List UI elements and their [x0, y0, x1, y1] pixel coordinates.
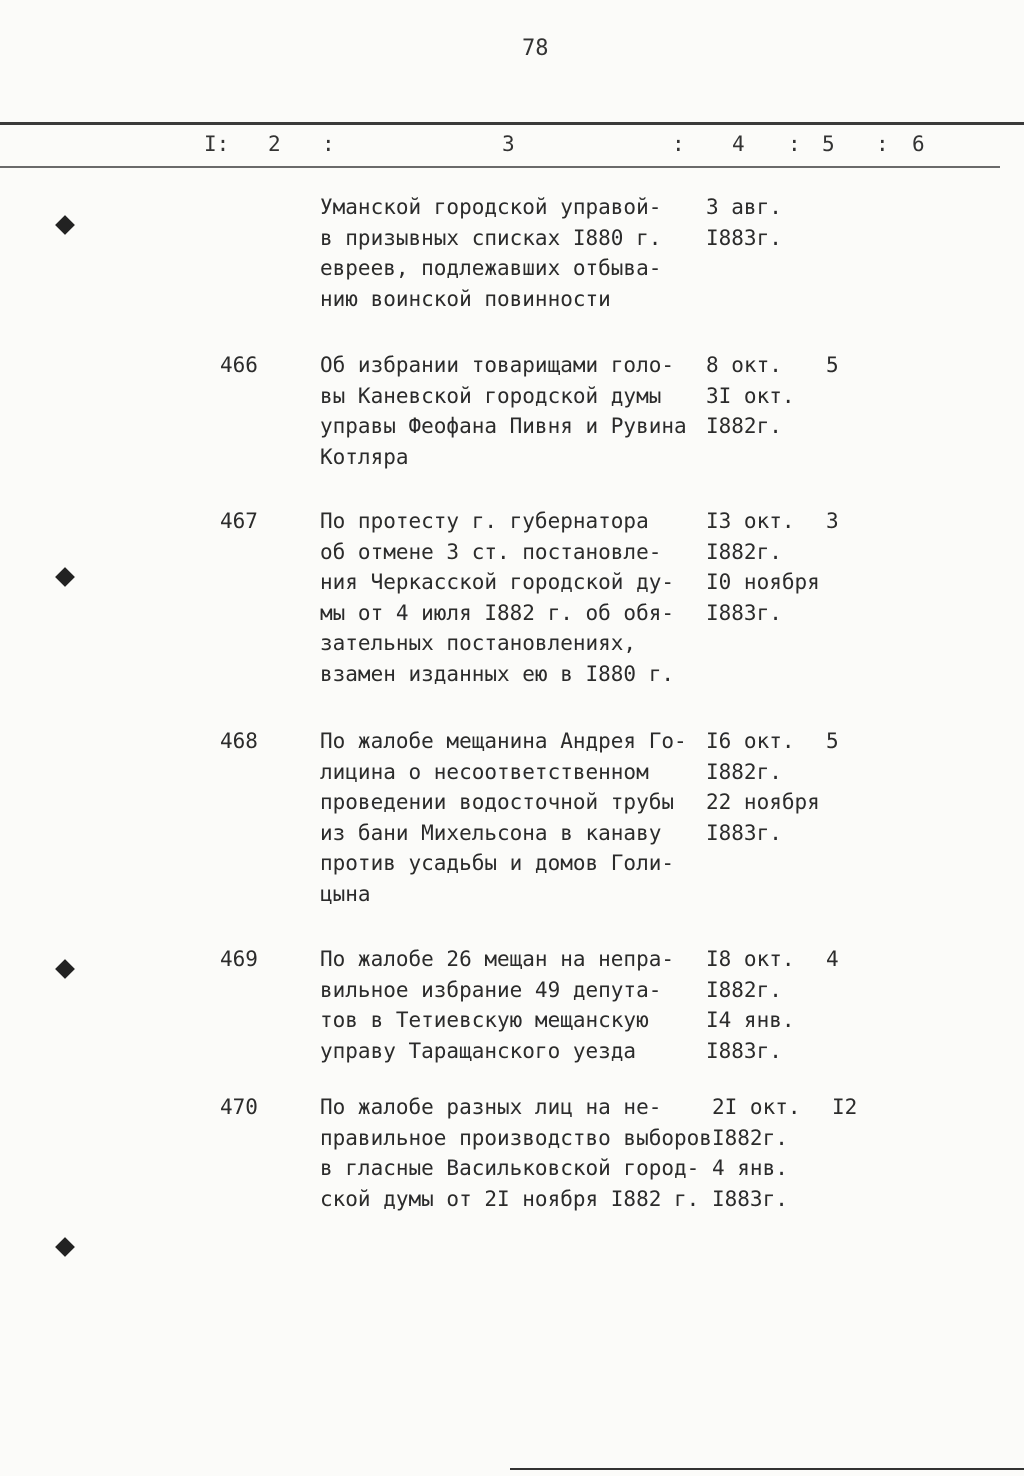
header-sep-3: : [788, 132, 801, 156]
record-line: евреев, подлежавших отбыва- [320, 256, 662, 280]
record-date: I882г. [706, 759, 782, 784]
header-col-1: I: [204, 132, 230, 156]
header-sep-1: : [322, 132, 335, 156]
record-date: I8 окт. [706, 947, 795, 971]
record-description [320, 944, 710, 1066]
record-date: 22 ноября [706, 790, 820, 814]
record-date: I3 окт. [706, 509, 795, 533]
column-header-row [0, 132, 1024, 162]
header-top-rule [0, 122, 1024, 125]
record-date: I4 янв. [706, 1008, 795, 1032]
record-date: I882г. [706, 539, 782, 564]
record-description [320, 350, 710, 472]
record-line: взамен изданных ею в I880 г. [320, 661, 675, 686]
record-dates [706, 192, 836, 253]
record-line: об отмене 3 ст. постановле- [320, 539, 662, 564]
record-line: По жалобе 26 мещан на непра- [320, 947, 675, 971]
record-description [320, 1092, 740, 1214]
record-dates [706, 944, 836, 1066]
record-number: 467 [220, 509, 258, 533]
page-number: 78 [522, 36, 549, 61]
binding-hole-mark [55, 959, 75, 979]
record-date: I882г. [706, 977, 782, 1002]
record-date: 8 окт. [706, 353, 782, 377]
record-line: лицина о несоответственном [320, 759, 649, 784]
header-col-4: 4 [732, 132, 745, 156]
record-line: из бани Михельсона в канаву [320, 820, 662, 845]
header-col-2: 2 [268, 132, 281, 156]
record-dates [706, 506, 836, 628]
header-sep-4: : [876, 132, 889, 156]
record-date: 3 авг. [706, 195, 782, 219]
record-line: цына [320, 881, 371, 906]
record-line: в призывных списках I880 г. [320, 225, 662, 250]
binding-hole-mark [55, 1237, 75, 1257]
record-description [320, 726, 710, 909]
header-col-5: 5 [822, 132, 835, 156]
record-date: I883г. [706, 820, 782, 845]
record-dates [712, 1092, 842, 1214]
record-dates [706, 350, 836, 442]
record-line: ния Черкасской городской ду- [320, 570, 675, 594]
record-date: I883г. [706, 225, 782, 250]
record-dates [706, 726, 836, 848]
footer-rule [510, 1468, 1024, 1470]
record-line: Уманской городской управой- [320, 195, 662, 219]
record-sheets: 4 [826, 947, 839, 971]
record-line: мы от 4 июля I882 г. об обя- [320, 600, 675, 625]
record-line: Об избрании товарищами голо- [320, 353, 675, 377]
header-sep-2: : [672, 132, 685, 156]
record-sheets: 5 [826, 353, 839, 377]
record-date: I882г. [706, 414, 782, 438]
record-number: 469 [220, 947, 258, 971]
record-date: I883г. [706, 600, 782, 625]
record-line: в гласные Васильковской город- [320, 1156, 700, 1180]
binding-hole-mark [55, 215, 75, 235]
record-line: По протесту г. губернатора [320, 509, 649, 533]
record-line: правильное производство выборов [320, 1125, 712, 1150]
record-line: Котляра [320, 444, 409, 469]
record-date: 3I окт. [706, 383, 795, 408]
record-line: управы Феофана Пивня и Рувина [320, 414, 687, 438]
record-line: вильное избрание 49 депута- [320, 977, 662, 1002]
record-date: I6 окт. [706, 729, 795, 753]
record-description [320, 506, 710, 689]
record-sheets: I2 [832, 1095, 858, 1119]
record-line: вы Каневской городской думы [320, 383, 662, 408]
record-sheets: 5 [826, 729, 839, 753]
header-col-3: 3 [502, 132, 515, 156]
record-date: I882г. [712, 1125, 788, 1150]
record-line: По жалобе разных лиц на не- [320, 1095, 662, 1119]
record-date: 4 янв. [712, 1156, 788, 1180]
record-date: I883г. [712, 1186, 788, 1211]
record-line: нию воинской повинности [320, 286, 611, 311]
record-number: 466 [220, 353, 258, 377]
record-date: 2I окт. [712, 1095, 801, 1119]
record-line: тов в Тетиевскую мещанскую [320, 1008, 649, 1032]
record-line: управу Таращанского уезда [320, 1038, 637, 1063]
binding-hole-mark [55, 567, 75, 587]
record-line: проведении водосточной трубы [320, 790, 675, 814]
record-number: 468 [220, 729, 258, 753]
record-line: По жалобе мещанина Андрея Го- [320, 729, 687, 753]
record-date: I883г. [706, 1038, 782, 1063]
record-date: I0 ноября [706, 570, 820, 594]
record-line: ской думы от 2I ноября I882 г. [320, 1186, 700, 1211]
header-col-6: 6 [912, 132, 925, 156]
record-line: против усадьбы и домов Голи- [320, 851, 675, 875]
header-bottom-rule [0, 166, 1000, 168]
record-line: зательных постановлениях, [320, 631, 637, 655]
record-number: 470 [220, 1095, 258, 1119]
record-sheets: 3 [826, 509, 839, 533]
record-description [320, 192, 710, 314]
